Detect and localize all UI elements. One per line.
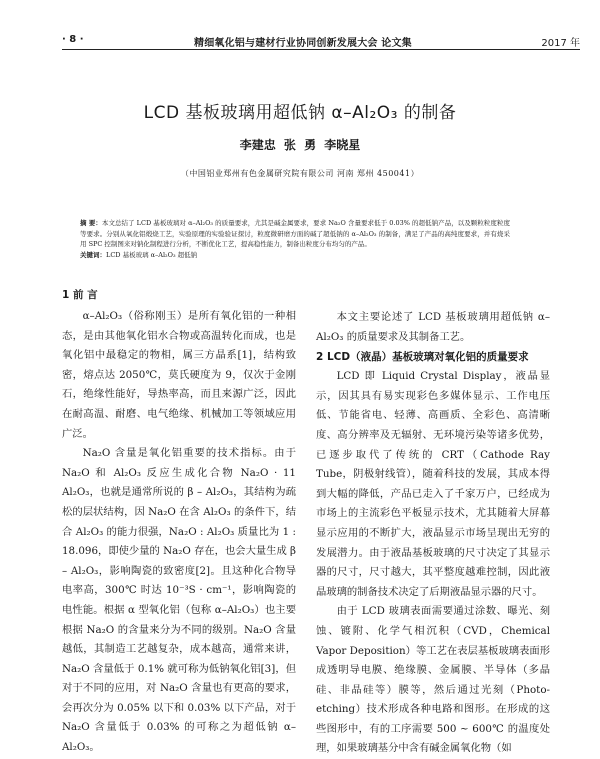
paragraph: LCD 即 Liquid Crystal Display，液晶显示，因其具有易实现彩色多媒体显示、工作电压低、节能省电、轻薄、高画质、全彩色、高清晰度、高分辨率及无辐射、无环境污染等诸多优势，已逐步取代了传统的 CRT（Cathode Ray Tube，阴极射线管），随着科技的发展，其成本得到大幅的降低，产品已走入了千家万户，已经成为市场上的主流彩色平板显示技术，尤其随着大屏幕显示应用的不断扩大，液晶显示市场呈现出无穷的发展潜力。由于液晶基板玻璃的尺寸决定了其显示器的尺寸，尺寸越大，其平整度越难控制，因此液晶玻璃的制备技术决定了后期液晶显示器的尺寸。	[316, 370, 550, 598]
keywords	[80, 250, 510, 261]
right-column	[316, 308, 550, 759]
page-header	[62, 32, 580, 48]
page-number: · 8 ·	[62, 34, 84, 45]
abstract-label: 摘 要：	[80, 219, 102, 227]
header-rule	[62, 49, 580, 50]
section-heading-intro: 1 前 言	[62, 289, 98, 301]
abstract	[80, 218, 510, 260]
abstract-body	[80, 218, 510, 250]
year: 2017 年	[541, 38, 580, 49]
paragraph: 本文主要论述了 LCD 基板玻璃用超低钠 α–Al₂O₃ 的质量要求及其制备工艺。	[316, 311, 550, 343]
paragraph: Na₂O 含量是氧化铝重要的技术指标。由于 Na₂O 和 Al₂O₃ 反应生成化合物 Na₂O · 11 Al₂O₃，也就是通常所说的 β – Al₂O₃，其结构为疏松的层状结构，因 Na₂O 在含 Al₂O₃ 的条件下，结合 Al₂O₃ 的能力很强，Na₂O : Al₂O₃ 质量比为 1 : 18.096，即使少量的 Na₂O 存在，也会大量生成 β – Al₂O₃，影响陶瓷的致密度[2]。且这种化合物导电率高，300℃ 时达 10⁻³S · cm⁻¹，影响陶瓷的电性能。根据 α 型氧化铝（包称 α–Al₂O₃）也主要根据 Na₂O 的含量来分为不同的级别。Na₂O 含量越低，其制造工艺越复杂，成本越高，通常来讲，Na₂O 含量低于 0.1% 就可称为低钠氧化铝[3]，但对于不同的应用，对 Na₂O 含量也有更高的要求，会再次分为 0.05% 以下和 0.03% 以下产品，对于 Na₂O 含量低于 0.03% 的可称之为超低钠 α–Al₂O₃。	[62, 447, 296, 754]
paragraph: 由于 LCD 玻璃表面需要通过涂数、曝光、刻蚀、镀附、化学气相沉积（CVD，Chemical Vapor Deposition）等工艺在表层基板玻璃表面形成透明导电膜、绝缘膜、金属膜、半导体（多晶硅、非晶硅等）膜等，然后通过光刻（Photo-etching）技术形成各种电路和图形。在形成的这些图形中，有的工序需要 500 ~ 600℃ 的温度处理，如果玻璃基分中含有碱金属氧化物（如	[316, 605, 550, 755]
keywords-text: LCD 基板玻璃 α–Al₂O₃ 超低钠	[106, 250, 198, 259]
paper-title: LCD 基板玻璃用超低钠 α–Al₂O₃ 的制备	[143, 103, 457, 123]
keywords-label: 关键词：	[80, 250, 106, 259]
affiliation: （中国铝业郑州有色金属研究院有限公司 河南 郑州 450041）	[180, 169, 420, 178]
section-heading-2: 2 LCD（液晶）基板玻璃对氧化铝的质量要求	[316, 351, 529, 364]
abstract-text: 本文总结了 LCD 基板玻璃对 α–Al₂O₃ 的质量要求，尤其是碱金属要求，要求 Na₂O 含量要求低于 0.03% 的超低钠产品，以及颗粒粒度粒度等要求。分别从氧化铝煅烧工艺，实验原理的实验验证探讨，粒度微研磨方面的碱了超低钠的 α–Al₂O₃ 的制备，满足了产品的高纯度要求，并有烧采用 SPC 控制图来对钠化制程进行分析，不断优化工艺，提高稳性能力，制备出粒度分布均匀的产品。	[80, 219, 510, 248]
authors: 李建忠 张 勇 李晓星	[239, 138, 361, 152]
paragraph: α–Al₂O₃（俗称刚玉）是所有氧化铝的一种相态，是由其他氧化铝水合物或高温转化而成，也是氧化铝中最稳定的物相，属三方晶系[1]，结构致密，熔点达 2050℃，莫氏硬度为 9，仅次于金刚石，绝缘性能好，导热率高，而且来源广泛，因此在耐高温、耐磨、电气绝缘、机械加工等领域应用广泛。	[62, 310, 296, 440]
left-column	[62, 285, 296, 758]
conference-title: 精细氧化铝与建材行业协同创新发展大会 论文集	[194, 38, 412, 49]
